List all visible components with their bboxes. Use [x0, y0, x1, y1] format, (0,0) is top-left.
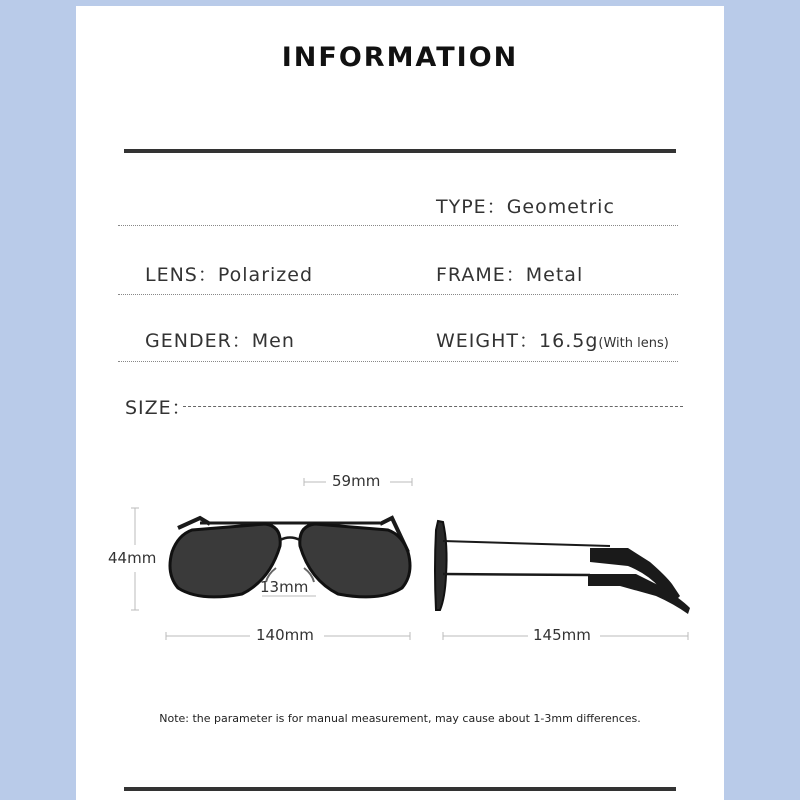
side-temple: [443, 574, 590, 575]
dim-lens-width: 59mm: [332, 472, 381, 490]
dim-temple-length: 145mm: [533, 626, 591, 644]
dim-lens-height: 44mm: [108, 549, 157, 567]
spec-frame-value: Metal: [525, 264, 584, 286]
side-top-bar: [443, 541, 610, 546]
spec-size-label: SIZE：: [125, 397, 192, 419]
side-lens: [435, 521, 447, 610]
measurement-note: Note: the parameter is for manual measurement, may cause about 1-3mm differences.: [159, 712, 641, 725]
front-right-lens: [300, 524, 410, 597]
front-bridge: [280, 538, 300, 541]
spec-gender-label: GENDER：: [145, 330, 252, 352]
spec-weight-suffix: (With lens): [598, 336, 669, 351]
spec-type-label: TYPE：: [436, 196, 507, 218]
spec-weight-value: 16.5g: [539, 330, 599, 352]
spec-gender-value: Men: [251, 330, 295, 352]
spec-type-value: Geometric: [506, 196, 615, 218]
page-title: INFORMATION: [281, 42, 519, 73]
spec-frame-label: FRAME：: [436, 264, 526, 286]
spec-lens-label: LENS：: [145, 264, 218, 286]
bottom-divider: [124, 787, 676, 791]
spec-lens-value: Polarized: [217, 264, 314, 286]
dim-bridge: 13mm: [260, 578, 309, 596]
dim-frame-width: 140mm: [256, 626, 314, 644]
spec-weight-label: WEIGHT：: [436, 330, 540, 352]
